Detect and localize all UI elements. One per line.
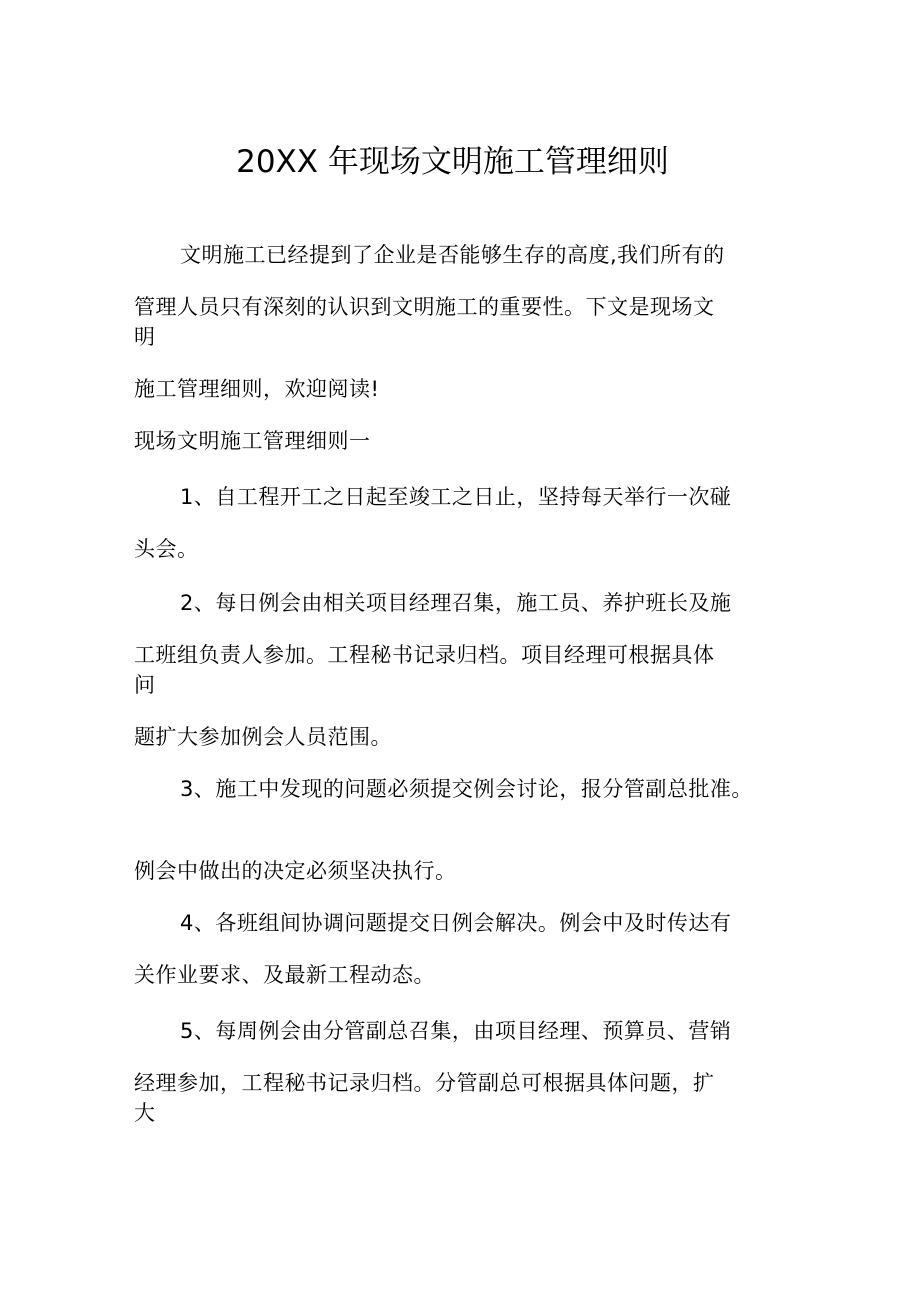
list-item-line: 1、自工程开工之日起至竣工之日止，坚持每天举行一次碰 [180, 485, 732, 509]
paragraph-line: 管理人员只有深刻的认识到文明施工的重要性。下文是现场文 [134, 295, 715, 319]
paragraph-line: 施工管理细则，欢迎阅读! [134, 377, 380, 401]
list-item-line: 5、每周例会由分管副总召集，由项目经理、预算员、营销 [180, 1019, 732, 1043]
section-heading: 现场文明施工管理细则一 [134, 429, 371, 453]
document-title: 20XX 年现场文明施工管理细则 [236, 144, 669, 180]
list-item-line: 题扩大参加例会人员范围。 [134, 725, 392, 749]
list-item-line: 4、各班组间协调问题提交日例会解决。例会中及时传达有 [180, 911, 732, 935]
list-item-line: 3、施工中发现的问题必须提交例会讨论，报分管副总批准。 [180, 777, 753, 801]
list-item-line: 头会。 [134, 537, 199, 561]
list-item-line: 例会中做出的决定必须坚决执行。 [134, 859, 457, 883]
list-item-line: 问 [134, 673, 156, 697]
paragraph-line: 文明施工已经提到了企业是否能够生存的高度,我们所有的 [180, 243, 725, 267]
paragraph-line: 明 [134, 325, 156, 349]
list-item-line: 关作业要求、及最新工程动态。 [134, 963, 435, 987]
list-item-line: 2、每日例会由相关项目经理召集，施工员、养护班长及施 [180, 591, 732, 615]
list-item-line: 大 [134, 1101, 156, 1125]
list-item-line: 工班组负责人参加。工程秘书记录归档。项目经理可根据具体 [134, 643, 715, 667]
list-item-line: 经理参加，工程秘书记录归档。分管副总可根据具体问题，扩 [134, 1071, 715, 1095]
